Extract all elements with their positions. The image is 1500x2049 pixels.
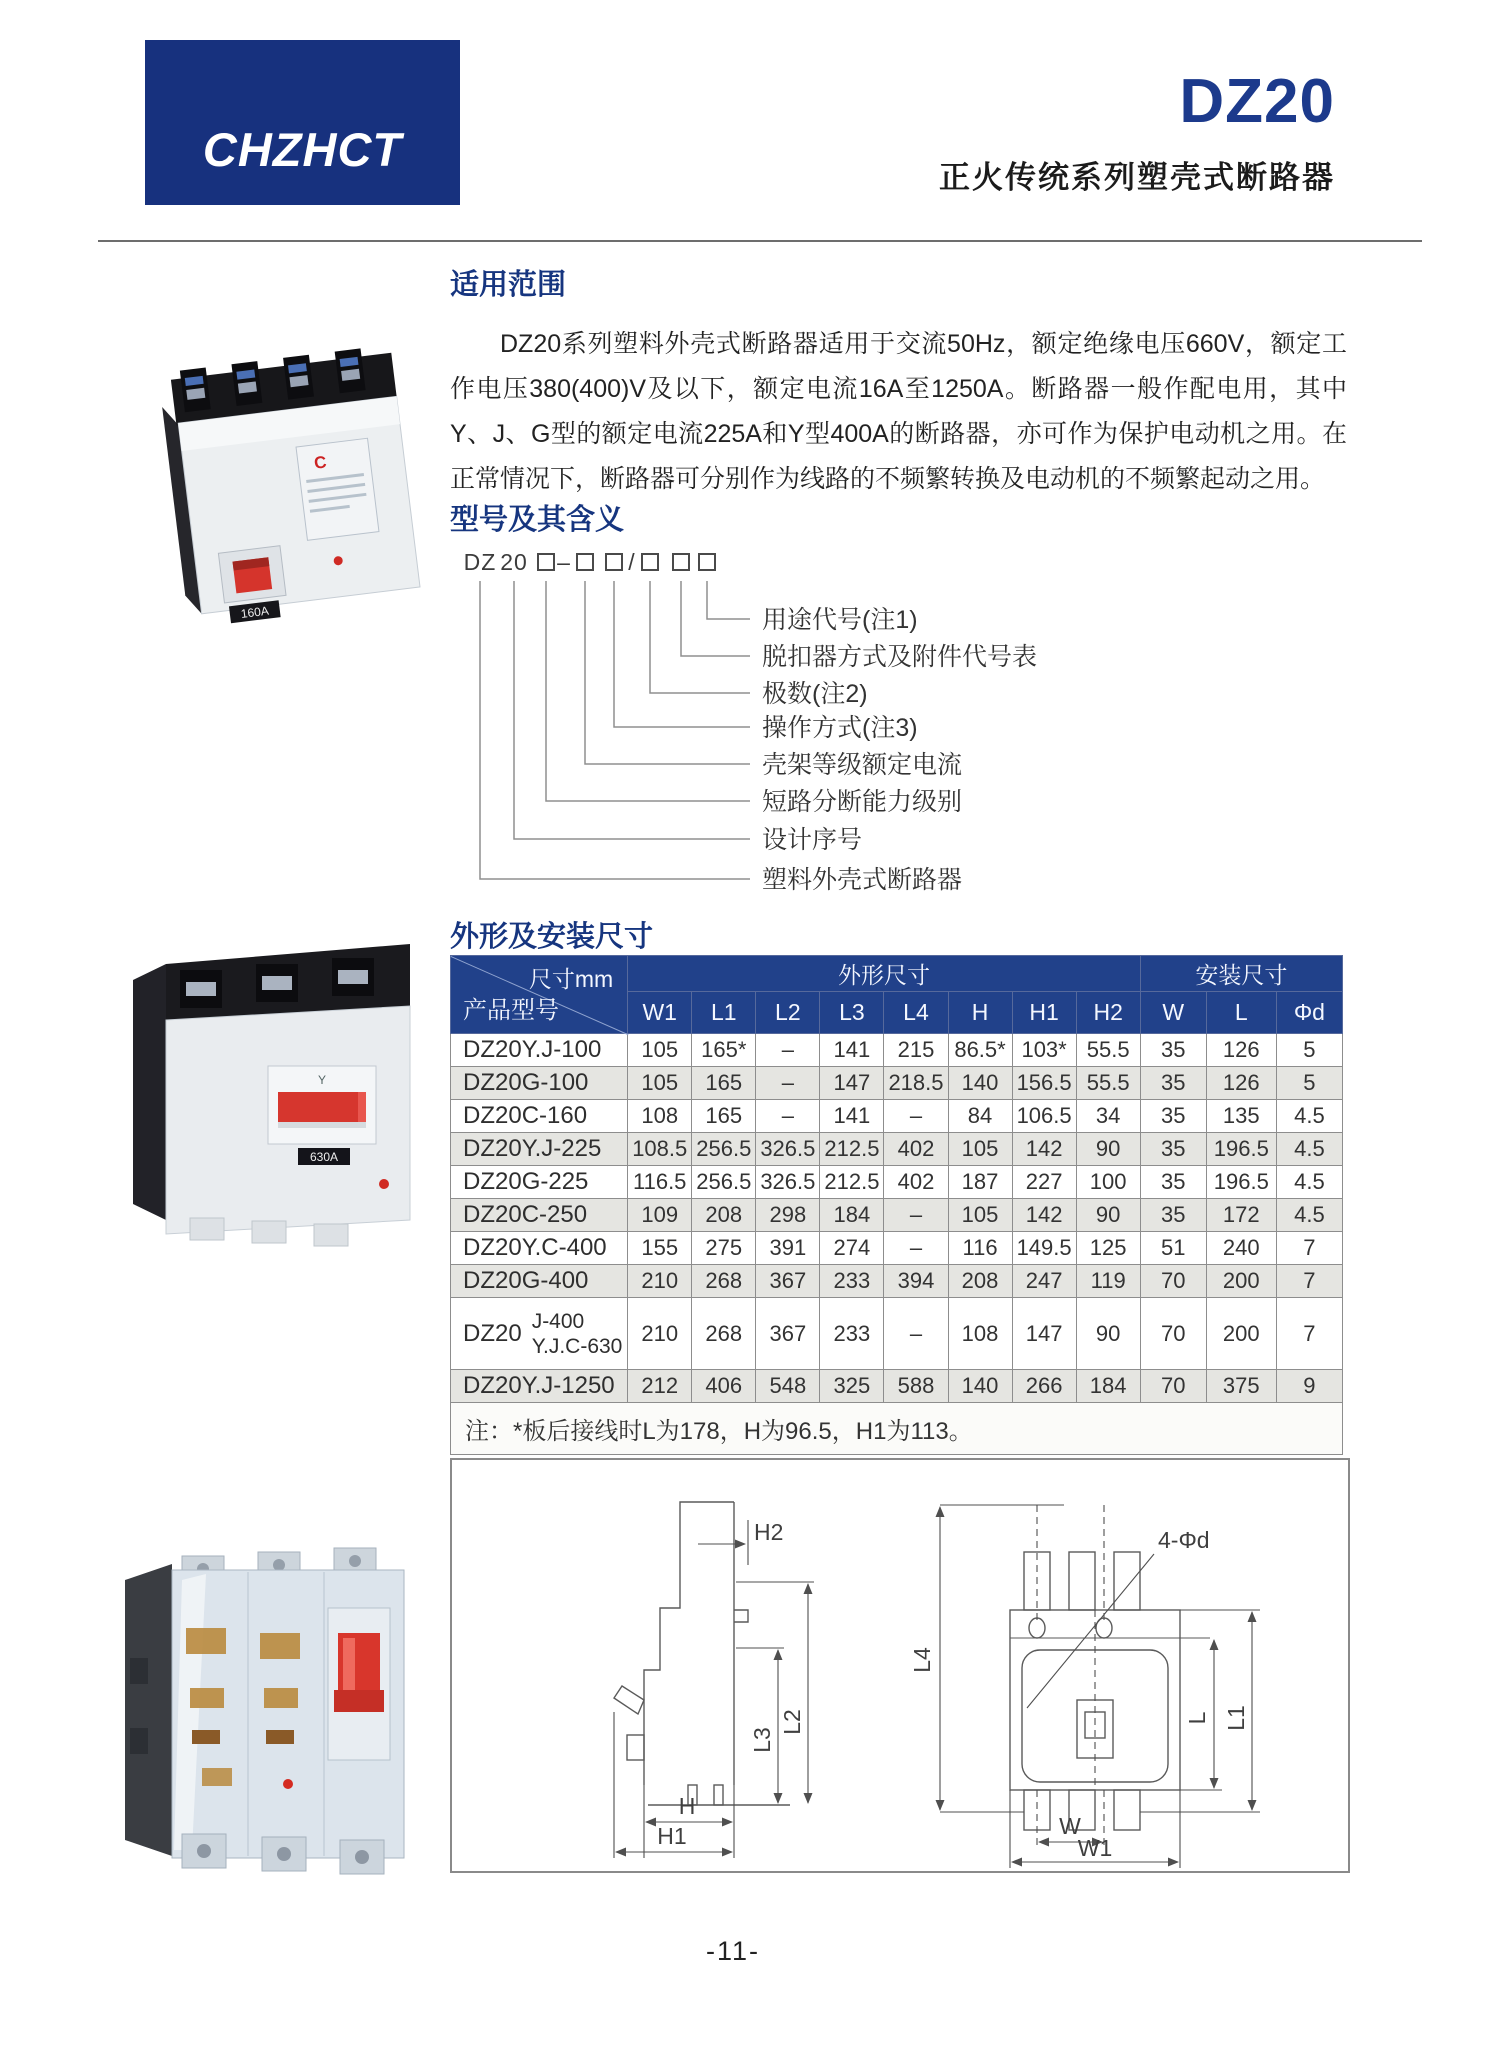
- corner-label-unit: 尺寸mm: [528, 966, 614, 992]
- dimension-value-cell: 240: [1206, 1232, 1276, 1265]
- dimension-value-cell: 187: [948, 1166, 1012, 1199]
- dimension-value-cell: 135: [1206, 1100, 1276, 1133]
- table-row: [451, 1298, 1343, 1370]
- dimension-value-cell: 90: [1076, 1199, 1140, 1232]
- model-code-slot: [698, 553, 716, 571]
- code-meaning-label: 短路分断能力级别: [762, 788, 963, 816]
- dimension-value-cell: 233: [820, 1298, 884, 1370]
- dim-label-l1: L1: [1223, 1705, 1249, 1731]
- dimension-value-cell: –: [884, 1232, 948, 1265]
- dimension-value-cell: 125: [1076, 1232, 1140, 1265]
- dimension-value-cell: –: [884, 1298, 948, 1370]
- column-header-l2: L2: [756, 992, 820, 1034]
- dimension-value-cell: 106.5: [1012, 1100, 1076, 1133]
- dimension-value-cell: 402: [884, 1133, 948, 1166]
- dimension-value-cell: –: [884, 1199, 948, 1232]
- section-title-model-meaning: 型号及其含义: [450, 504, 625, 536]
- dimensions-table: [450, 955, 1343, 1455]
- dimension-value-cell: 200: [1206, 1298, 1276, 1370]
- dim-label-l: L: [1184, 1711, 1210, 1725]
- product-model-cell: DZ20C-160: [451, 1100, 628, 1133]
- side-view-outline: [614, 1502, 790, 1805]
- dimension-value-cell: –: [756, 1034, 820, 1067]
- breaker2-rating: 630A: [309, 1150, 339, 1164]
- table-row: [451, 1370, 1343, 1403]
- dimension-value-cell: 165*: [692, 1034, 756, 1067]
- model-code-slot: [641, 553, 659, 571]
- dim-label-h2: H2: [754, 1519, 784, 1545]
- dimension-value-cell: 35: [1140, 1133, 1206, 1166]
- dimension-value-cell: 147: [1012, 1298, 1076, 1370]
- code-connector-line: [480, 581, 750, 879]
- dimension-value-cell: 165: [692, 1067, 756, 1100]
- dimension-value-cell: 156.5: [1012, 1067, 1076, 1100]
- group-header-install: 安装尺寸: [1140, 956, 1342, 992]
- dim-label-holes: 4-Φd: [1158, 1527, 1210, 1553]
- product-model-cell: DZ20G-100: [451, 1067, 628, 1100]
- section-title-scope: 适用范围: [450, 269, 567, 301]
- dimension-value-cell: 55.5: [1076, 1034, 1140, 1067]
- dim-label-l2: L2: [779, 1709, 805, 1735]
- series-title: DZ20: [1179, 67, 1335, 136]
- product-model-cell: DZ20 J-400 Y.J.C-630: [451, 1298, 628, 1370]
- breaker3-indicator: [283, 1779, 293, 1789]
- dimension-value-cell: 402: [884, 1166, 948, 1199]
- column-header-l: L: [1206, 992, 1276, 1034]
- dimension-value-cell: 35: [1140, 1199, 1206, 1232]
- product-model-cell: DZ20Y.J-225: [451, 1133, 628, 1166]
- breaker3-bottom-terminals: [182, 1834, 384, 1874]
- dimension-value-cell: 218.5: [884, 1067, 948, 1100]
- column-header-l4: L4: [884, 992, 948, 1034]
- dimension-value-cell: 326.5: [756, 1133, 820, 1166]
- model-code-slot: [605, 553, 623, 571]
- dimension-value-cell: 116.5: [628, 1166, 692, 1199]
- dimension-value-cell: 119: [1076, 1265, 1140, 1298]
- dimension-value-cell: 126: [1206, 1034, 1276, 1067]
- dimension-value-cell: 86.5*: [948, 1034, 1012, 1067]
- dim-label-h: H: [678, 1793, 696, 1819]
- dimension-value-cell: 227: [1012, 1166, 1076, 1199]
- dimension-value-cell: 141: [820, 1100, 884, 1133]
- product-model-cell: DZ20Y.J-1250: [451, 1370, 628, 1403]
- series-subtitle: 正火传统系列塑壳式断路器: [939, 160, 1335, 195]
- dimension-value-cell: 375: [1206, 1370, 1276, 1403]
- dimension-value-cell: 588: [884, 1370, 948, 1403]
- dimension-value-cell: 155: [628, 1232, 692, 1265]
- dimension-value-cell: 210: [628, 1298, 692, 1370]
- table-row: [451, 1100, 1343, 1133]
- dimension-value-cell: 367: [756, 1298, 820, 1370]
- dimension-value-cell: 212: [628, 1370, 692, 1403]
- dim-label-h1: H1: [657, 1823, 687, 1849]
- dimension-value-cell: 7: [1276, 1232, 1342, 1265]
- code-meaning-label: 用途代号(注1): [762, 606, 918, 634]
- model-code: [450, 550, 1090, 578]
- dimension-value-cell: 126: [1206, 1067, 1276, 1100]
- dimension-value-cell: 51: [1140, 1232, 1206, 1265]
- corner-label-model: 产品型号: [463, 997, 559, 1024]
- table-row: [451, 1166, 1343, 1199]
- table-row: [451, 1067, 1343, 1100]
- product-model-cell: DZ20G-400: [451, 1265, 628, 1298]
- product-model-cell: DZ20C-250: [451, 1199, 628, 1232]
- column-header-h2: H2: [1076, 992, 1140, 1034]
- dimension-value-cell: 108: [628, 1100, 692, 1133]
- dimension-value-cell: 105: [948, 1199, 1012, 1232]
- column-header-l1: L1: [692, 992, 756, 1034]
- table-row: [451, 1199, 1343, 1232]
- dimension-value-cell: 391: [756, 1232, 820, 1265]
- dim-label-l3: L3: [749, 1727, 775, 1753]
- code-meaning-label: 极数(注2): [762, 680, 868, 708]
- column-header-w1: W1: [628, 992, 692, 1034]
- dimension-value-cell: 298: [756, 1199, 820, 1232]
- dimension-value-cell: 4.5: [1276, 1133, 1342, 1166]
- dimension-value-cell: 140: [948, 1370, 1012, 1403]
- dimension-value-cell: 165: [692, 1100, 756, 1133]
- dimension-value-cell: 70: [1140, 1370, 1206, 1403]
- dimension-value-cell: 184: [1076, 1370, 1140, 1403]
- product-photo-breaker-transparent: [110, 1538, 425, 1888]
- dim-label-l4: L4: [909, 1647, 935, 1673]
- model-code-connectors: [450, 581, 1090, 903]
- dimension-value-cell: 4.5: [1276, 1100, 1342, 1133]
- dimension-value-cell: 34: [1076, 1100, 1140, 1133]
- model-code-slot: [672, 553, 690, 571]
- front-view-centerlines: [1037, 1505, 1104, 1850]
- model-code-part: 20: [500, 549, 528, 575]
- dimension-value-cell: 200: [1206, 1265, 1276, 1298]
- dimension-value-cell: 70: [1140, 1265, 1206, 1298]
- product-photo-breaker-2: [118, 918, 428, 1258]
- product-model-cell: DZ20G-225: [451, 1166, 628, 1199]
- dimension-value-cell: 140: [948, 1067, 1012, 1100]
- dimension-value-cell: 90: [1076, 1133, 1140, 1166]
- table-row: [451, 1265, 1343, 1298]
- dim-label-w: W: [1059, 1813, 1081, 1839]
- dimension-value-cell: 268: [692, 1298, 756, 1370]
- breaker2-side: [133, 964, 166, 1220]
- dimension-value-cell: 256.5: [692, 1133, 756, 1166]
- table-corner-cell: [451, 956, 628, 1034]
- code-meaning-label: 壳架等级额定电流: [762, 751, 963, 779]
- dimension-value-cell: 109: [628, 1199, 692, 1232]
- table-note: 注：*板后接线时L为178，H为96.5，H1为113。: [451, 1403, 1343, 1455]
- dimension-value-cell: 256.5: [692, 1166, 756, 1199]
- dimension-value-cell: 105: [948, 1133, 1012, 1166]
- dimension-value-cell: 215: [884, 1034, 948, 1067]
- dimension-drawing: [450, 1458, 1350, 1873]
- code-connector-line: [650, 581, 750, 693]
- dimension-value-cell: 147: [820, 1067, 884, 1100]
- front-view-outline: [1010, 1552, 1210, 1830]
- model-code-diagram: [450, 550, 1090, 905]
- dimension-value-cell: 149.5: [1012, 1232, 1076, 1265]
- dimension-value-cell: 116: [948, 1232, 1012, 1265]
- breaker2-indicator: [379, 1179, 389, 1189]
- dimension-value-cell: 184: [820, 1199, 884, 1232]
- dimension-value-cell: 7: [1276, 1265, 1342, 1298]
- dimension-value-cell: 212.5: [820, 1166, 884, 1199]
- front-view-dimensions: [940, 1505, 1260, 1868]
- group-header-outline: 外形尺寸: [628, 956, 1141, 992]
- dimension-value-cell: 172: [1206, 1199, 1276, 1232]
- product-photo-breaker-1: [150, 330, 430, 635]
- dimension-value-cell: 103*: [1012, 1034, 1076, 1067]
- scope-paragraph: DZ20系列塑料外壳式断路器适用于交流50Hz，额定绝缘电压660V，额定工作电压380(400)V及以下，额定电流16A至1250A。断路器一般作配电用，其中Y、J、G型的额定电流225A和Y型400A的断路器，亦可作为保护电动机之用。在正常情况下，断路器可分别作为线路的不频繁转换及电动机的不频繁起动之用。: [450, 330, 1347, 493]
- dimension-value-cell: 4.5: [1276, 1199, 1342, 1232]
- dimension-value-cell: 142: [1012, 1199, 1076, 1232]
- dimensions-table-body: [451, 1034, 1343, 1403]
- column-header-l3: L3: [820, 992, 884, 1034]
- dimension-value-cell: 212.5: [820, 1133, 884, 1166]
- model-code-slot: [537, 553, 555, 571]
- code-connector-line: [546, 581, 750, 801]
- dimension-value-cell: 108: [948, 1298, 1012, 1370]
- dimension-value-cell: 55.5: [1076, 1067, 1140, 1100]
- dimension-value-cell: 5: [1276, 1067, 1342, 1100]
- dimension-value-cell: 266: [1012, 1370, 1076, 1403]
- dimension-value-cell: 367: [756, 1265, 820, 1298]
- breaker2-handle: [278, 1092, 366, 1122]
- page-number: -11-: [705, 1936, 760, 1966]
- dimension-value-cell: 233: [820, 1265, 884, 1298]
- dimension-value-cell: 4.5: [1276, 1166, 1342, 1199]
- brand-logo: [145, 40, 460, 205]
- dimension-value-cell: –: [884, 1100, 948, 1133]
- dimension-value-cell: 105: [628, 1034, 692, 1067]
- breaker3-side: [125, 1564, 172, 1856]
- code-meaning-label: 设计序号: [762, 826, 863, 854]
- table-row: [451, 1232, 1343, 1265]
- breaker1-marker: C: [313, 452, 328, 473]
- dimension-value-cell: 100: [1076, 1166, 1140, 1199]
- code-connector-line: [614, 581, 750, 727]
- dimension-value-cell: 7: [1276, 1298, 1342, 1370]
- dimension-value-cell: 5: [1276, 1034, 1342, 1067]
- dimension-value-cell: 210: [628, 1265, 692, 1298]
- dimension-value-cell: 35: [1140, 1034, 1206, 1067]
- code-connector-line: [707, 581, 750, 619]
- column-header-h: H: [948, 992, 1012, 1034]
- code-meaning-label: 操作方式(注3): [762, 714, 918, 742]
- model-code-part: /: [628, 549, 636, 575]
- column-header-w: W: [1140, 992, 1206, 1034]
- dimension-value-cell: 35: [1140, 1067, 1206, 1100]
- product-model-cell: DZ20Y.C-400: [451, 1232, 628, 1265]
- dimension-value-cell: 548: [756, 1370, 820, 1403]
- dimension-value-cell: 274: [820, 1232, 884, 1265]
- breaker1-rating: 160A: [240, 603, 270, 621]
- model-code-part: –: [557, 549, 571, 575]
- table-row: [451, 1034, 1343, 1067]
- model-code-slot: [576, 553, 594, 571]
- code-connector-line: [585, 581, 750, 764]
- header-divider: [98, 240, 1422, 242]
- dimension-value-cell: 9: [1276, 1370, 1342, 1403]
- dimension-value-cell: 196.5: [1206, 1133, 1276, 1166]
- dimension-value-cell: 108.5: [628, 1133, 692, 1166]
- dimension-value-cell: 394: [884, 1265, 948, 1298]
- model-code-part: DZ: [463, 549, 497, 575]
- dim-label-w1: W1: [1077, 1835, 1113, 1861]
- dimension-value-cell: 208: [948, 1265, 1012, 1298]
- column-header-φd: Φd: [1276, 992, 1342, 1034]
- dimension-value-cell: 196.5: [1206, 1166, 1276, 1199]
- dimension-value-cell: 247: [1012, 1265, 1076, 1298]
- breaker2-marker: Y: [317, 1073, 327, 1087]
- code-meaning-label: 脱扣器方式及附件代号表: [762, 643, 1038, 671]
- dimension-value-cell: 208: [692, 1199, 756, 1232]
- dimension-value-cell: 90: [1076, 1298, 1140, 1370]
- table-row: [451, 1133, 1343, 1166]
- dimension-value-cell: –: [756, 1100, 820, 1133]
- dimension-value-cell: 142: [1012, 1133, 1076, 1166]
- dimension-value-cell: 105: [628, 1067, 692, 1100]
- code-meaning-label: 塑料外壳式断路器: [762, 866, 963, 894]
- dimension-value-cell: 275: [692, 1232, 756, 1265]
- dimension-value-cell: 406: [692, 1370, 756, 1403]
- dimension-value-cell: 84: [948, 1100, 1012, 1133]
- column-header-h1: H1: [1012, 992, 1076, 1034]
- dimension-value-cell: 325: [820, 1370, 884, 1403]
- section-title-dimensions: 外形及安装尺寸: [450, 921, 654, 953]
- dimension-value-cell: 70: [1140, 1298, 1206, 1370]
- dimension-value-cell: 35: [1140, 1166, 1206, 1199]
- brand-logo-text: CHZHCT: [202, 123, 403, 176]
- product-model-cell: DZ20Y.J-100: [451, 1034, 628, 1067]
- dimension-value-cell: 35: [1140, 1100, 1206, 1133]
- dimension-value-cell: –: [756, 1067, 820, 1100]
- dimension-value-cell: 268: [692, 1265, 756, 1298]
- dimension-value-cell: 326.5: [756, 1166, 820, 1199]
- dimension-value-cell: 141: [820, 1034, 884, 1067]
